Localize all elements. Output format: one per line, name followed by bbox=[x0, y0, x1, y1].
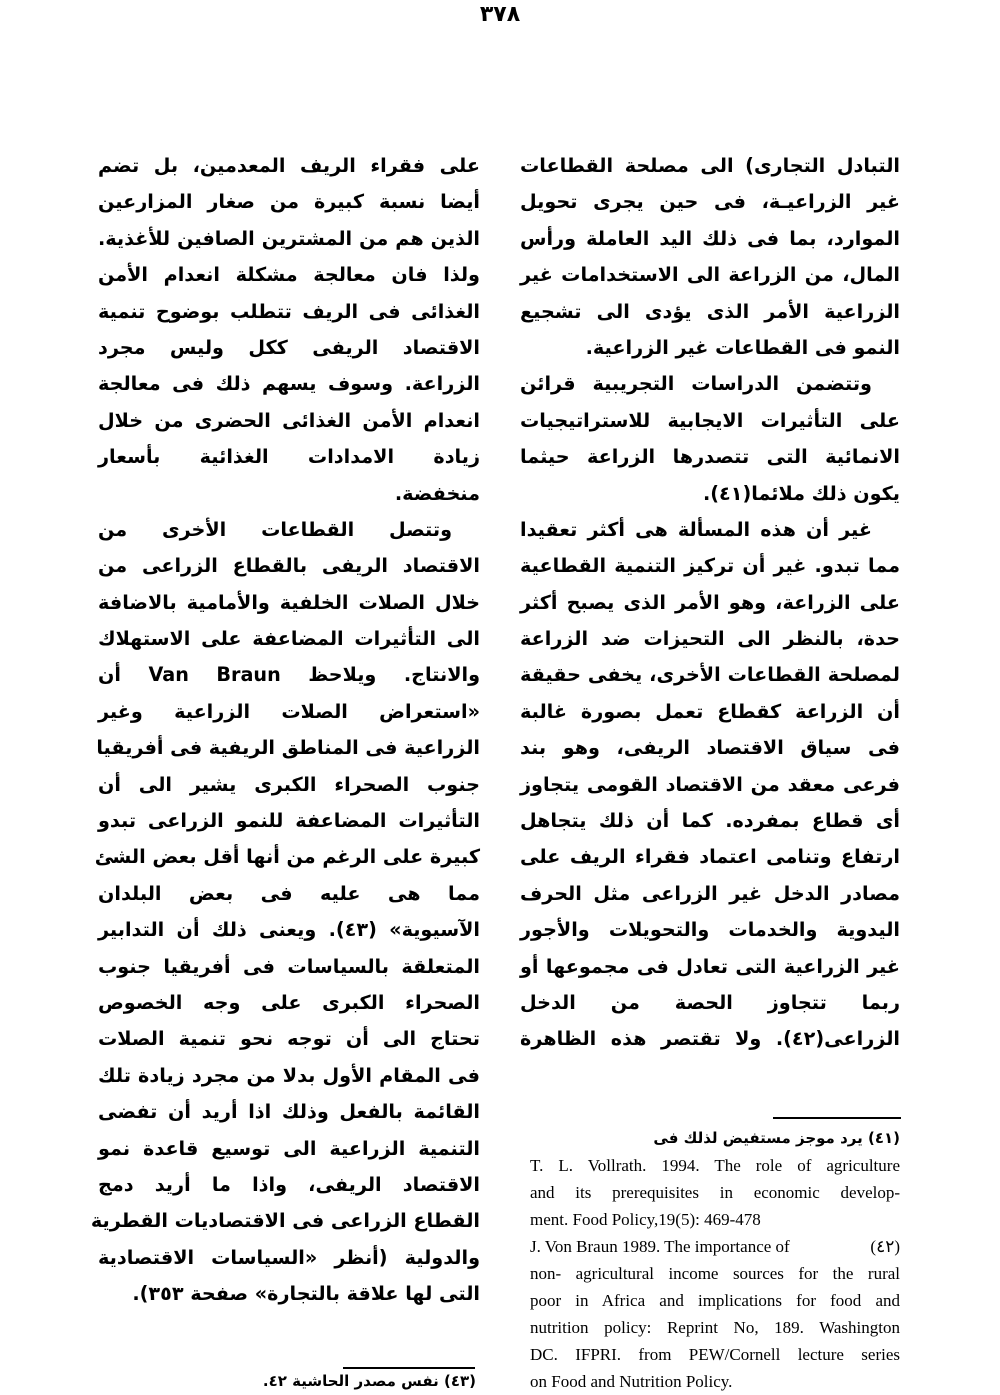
text-line: «استعراض الصلات الزراعية وغير bbox=[98, 699, 480, 723]
text-line: جنوب الصحراء الكبرى يشير الى أن bbox=[98, 772, 480, 796]
text-line: فى سياق الاقتصاد الريفى، وهو بند bbox=[520, 736, 900, 760]
footnote-marker: (٤١) bbox=[867, 1129, 900, 1147]
footnote-line: and its prerequisites in economic develop- bbox=[530, 1183, 900, 1202]
text-line: فرعى معقد من الاقتصاد القومى يتجاوز bbox=[520, 772, 900, 796]
text-line: الى التأثيرات المضاعفة على الاستهلاك bbox=[98, 627, 480, 651]
paragraph-start: وتتضمن الدراسات التجريبية قرائن bbox=[520, 372, 872, 396]
text-line: التأثيرات المضاعفة للنمو الزراعى تبدو bbox=[98, 809, 480, 833]
text-line: المتعلقة بالسياسات فى أفريقيا جنوب bbox=[98, 954, 480, 978]
text-line: أى قطاع بمفرده. كما أن ذلك يتجاهل bbox=[520, 809, 900, 833]
text-line: منخفضة. bbox=[394, 481, 480, 505]
footnote-line: non- agricultural income sources for the rural bbox=[530, 1264, 900, 1283]
right-column bbox=[520, 148, 900, 1058]
text-line: التى لها علاقة بالتجارة» صفحة ٣٥٣). bbox=[132, 1282, 480, 1306]
text-line: يكون ذلك ملائما(٤١). bbox=[702, 481, 900, 505]
footnote-line: ment. Food Policy,19(5): 469-478 bbox=[530, 1210, 761, 1229]
text-line: فى المقام الأول بدلا من مجرد زيادة تلك bbox=[98, 1063, 480, 1087]
text-line: النمو فى القطاعات غير الزراعية. bbox=[585, 335, 900, 359]
text-line: مما هى عليه فى بعض البلدان bbox=[98, 881, 480, 905]
footnote-line: J. Von Braun 1989. The importance of bbox=[530, 1237, 790, 1256]
text-line: اليدوية والخدمات والتحويلات والأجور bbox=[520, 918, 900, 942]
text-line: لمصلحة القطاعات الأخرى، يخفى حقيقة bbox=[520, 663, 900, 687]
footnote-arabic-text: يرد موجز مستفيض لذلك فى bbox=[653, 1129, 863, 1147]
footnote-line: poor in Africa and implications for food and bbox=[530, 1291, 900, 1310]
text-line: الزراعة. وسوف يسهم ذلك فى معالجة bbox=[98, 372, 480, 396]
text-line: الاقتصاد الريفى، واذا ما أريد دمج bbox=[98, 1172, 480, 1196]
text-line: على الزراعة، وهو الأمر الذى يصبح أكثر bbox=[520, 590, 900, 614]
text-line: انعدام الأمن الغذائى الحضرى من خلال bbox=[98, 408, 480, 432]
text-line: مما تبدو. غير أن تركيز التنمية القطاعية bbox=[520, 554, 900, 578]
text-line: والانتاج. ويلاحظ Van Braun أن bbox=[98, 663, 480, 687]
text-line: على التأثيرات الايجابية للاستراتيجيات bbox=[520, 408, 900, 432]
text-line: غير الزراعية التى تعادل فى مجموعها أو bbox=[520, 954, 900, 978]
text-line: أيضا نسبة كبيرة من صغار المزارعين bbox=[98, 190, 480, 214]
footnote-line: nutrition policy: Reprint No, 189. Washington bbox=[530, 1318, 900, 1337]
footnote-divider bbox=[343, 1367, 475, 1369]
text-line: والدولية (أنظر «السياسات الاقتصادية bbox=[98, 1245, 480, 1269]
text-line: الذين هم من المشترين الصافين للأغذية. bbox=[98, 226, 480, 250]
text-line: الزراعية الأمر الذى يؤدى الى تشجيع bbox=[520, 299, 900, 323]
text-line: حدة، بالنظر الى التحيزات ضد الزراعة bbox=[520, 627, 900, 651]
footnote-42 bbox=[530, 1233, 900, 1395]
footnote-43: (٤٣) نفس مصدر الحاشية ٤٢. bbox=[262, 1372, 476, 1390]
text-line: على فقراء الريف المعدمين، بل تضم bbox=[98, 154, 480, 177]
footnote-41 bbox=[530, 1125, 900, 1233]
paragraph-start: غير أن هذه المسألة هى أكثر تعقيدا bbox=[520, 517, 872, 541]
text-line: ولذا فان معالجة مشكلة انعدام الأمن bbox=[98, 263, 480, 287]
text-line: القطاع الزراعى فى الاقتصاديات القطرية bbox=[90, 1209, 480, 1233]
footnote-divider bbox=[773, 1117, 901, 1119]
footnote-41-heading bbox=[530, 1125, 900, 1152]
text-line: التنمية الزراعية الى توسيع قاعدة نمو bbox=[98, 1136, 480, 1160]
footnote-line: DC. IFPRI. from PEW/Cornell lecture series bbox=[530, 1345, 900, 1364]
text-line: الاقتصاد الريفى بالقطاع الزراعى من bbox=[98, 554, 480, 578]
text-line: خلال الصلات الخلفية والأمامية بالاضافة bbox=[98, 590, 480, 614]
text-line: مصادر الدخل غير الزراعى مثل الحرف bbox=[520, 881, 900, 905]
page-number: ٣٧٨ bbox=[479, 2, 521, 27]
text-line: الصحراء الكبرى على وجه الخصوص bbox=[98, 990, 480, 1014]
text-line: كبيرة على الرغم من أنها أقل بعض الشئ bbox=[94, 845, 480, 869]
left-column bbox=[90, 148, 481, 1313]
text-line: الآسيوية» (٤٣). ويعنى ذلك أن التدابير bbox=[98, 918, 481, 942]
text-line: الزراعى(٤٢). ولا تقتصر هذه الظاهرة bbox=[520, 1027, 900, 1051]
text-line: التبادل التجارى) الى مصلحة القطاعات bbox=[520, 154, 900, 177]
text-line: الزراعية فى المناطق الريفية فى أفريقيا bbox=[96, 736, 480, 760]
text-line: القائمة بالفعل وذلك اذا أريد أن تفضى bbox=[98, 1100, 480, 1124]
text-line: ربما تتجاوز الحصة من الدخل bbox=[520, 990, 900, 1014]
paragraph-start: وتتصل القطاعات الأخرى من bbox=[98, 517, 452, 541]
text-line: المال، من الزراعة الى الاستخدامات غير bbox=[520, 263, 900, 287]
text-line: ارتفاع وتنامى اعتماد فقراء الريف على bbox=[520, 845, 900, 869]
text-line: أن الزراعة كقطاع تعمل بصورة غالبة bbox=[520, 699, 900, 723]
footnote-42-first-line bbox=[530, 1233, 900, 1260]
text-line: زيادة الامدادات الغذائية بأسعار bbox=[98, 445, 480, 469]
text-line: الاقتصاد الريفى ككل وليس مجرد bbox=[98, 335, 480, 359]
text-line: غير الزراعيـة، فى حين يجرى تحويل bbox=[520, 190, 900, 214]
footnote-marker: (٤٢) bbox=[870, 1237, 900, 1256]
footnote-line: on Food and Nutrition Policy. bbox=[530, 1372, 733, 1391]
text-line: الغذائى فى الريف تتطلب بوضوح تنمية bbox=[98, 299, 480, 323]
text-line: تحتاج الى أن توجه نحو تنمية الصلات bbox=[98, 1027, 480, 1051]
text-line: الانمائية التى تتصدرها الزراعة حيثما bbox=[520, 445, 900, 469]
footnote-line: T. L. Vollrath. 1994. The role of agriculture bbox=[530, 1156, 900, 1175]
text-line: الموارد، بما فى ذلك اليد العاملة ورأس bbox=[520, 226, 900, 250]
